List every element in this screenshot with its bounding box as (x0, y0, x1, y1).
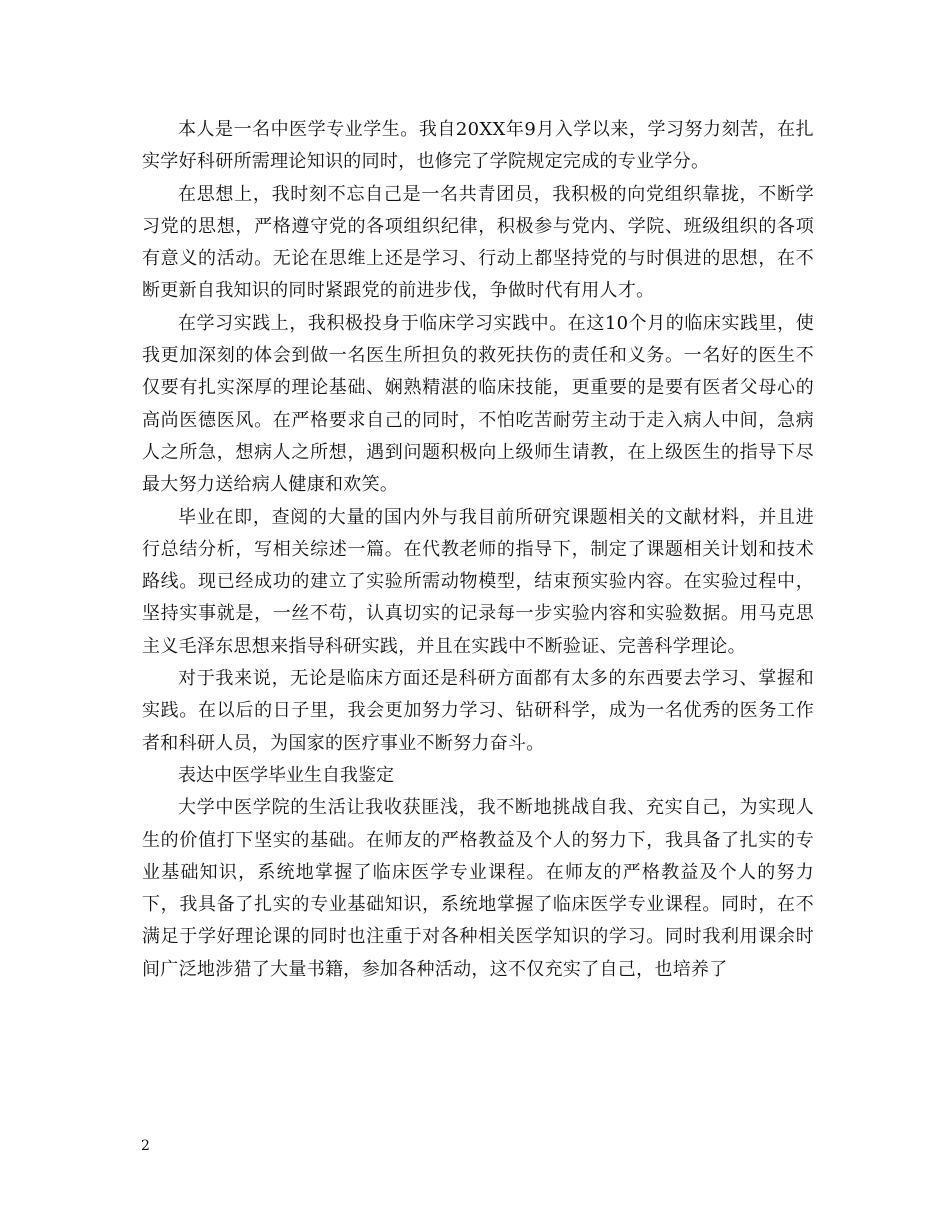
paragraph-5: 对于我来说，无论是临床方面还是科研方面都有太多的东西要去学习、掌握和实践。在以后的日子里，我会更加努力学习、钻研科学，成为一名优秀的医务工作者和科研人员，为国家的医疗事业不断努力奋斗。 (142, 668, 814, 754)
page-number: 2 (141, 1138, 150, 1154)
paragraph-3: 在学习实践上，我积极投身于临床学习实践中。在这10个月的临床实践里，使我更加深刻的体会到做一名医生所担负的救死扶伤的责任和义务。一名好的医生不仅要有扎实深厚的理论基础、娴熟精湛的临床技能，更重要的是要有医者父母心的高尚医德医风。在严格要求自己的同时，不怕吃苦耐劳主动于走入病人中间，急病人之所急，想病人之所想，遇到问题积极向上级师生请教，在上级医生的指导下尽最大努力送给病人健康和欢笑。 (142, 312, 814, 496)
section-title: 表达中医学毕业生自我鉴定 (178, 764, 394, 786)
document-body (142, 114, 814, 986)
paragraph-2: 在思想上，我时刻不忘自己是一名共青团员，我积极的向党组织靠拢，不断学习党的思想，严格遵守党的各项组织纪律，积极参与党内、学院、班级组织的各项有意义的活动。无论在思维上还是学习、行动上都坚持党的与时俱进的思想，在不断更新自我知识的同时紧跟党的前进步伐，争做时代有用人才。 (142, 183, 814, 302)
paragraph-4: 毕业在即，查阅的大量的国内外与我目前所研究课题相关的文献材料，并且进行总结分析，写相关综述一篇。在代教老师的指导下，制定了课题相关计划和技术路线。现已经成功的建立了实验所需动物模型，结束预实验内容。在实验过程中，坚持实事就是，一丝不苟，认真切实的记录每一步实验内容和实验数据。用马克思主义毛泽东思想来指导科研实践，并且在实践中不断验证、完善科学理论。 (142, 506, 814, 657)
paragraph-6: 大学中医学院的生活让我收获匪浅，我不断地挑战自我、充实自己，为实现人生的价值打下坚实的基础。在师友的严格教益及个人的努力下，我具备了扎实的专业基础知识，系统地掌握了临床医学专业课程。在师友的严格教益及个人的努力下，我具备了扎实的专业基础知识，系统地掌握了临床医学专业课程。同时，在不满足于学好理论课的同时也注重于对各种相关医学知识的学习。同时我利用课余时间广泛地涉猎了大量书籍，参加各种活动，这不仅充实了自己，也培养了 (142, 797, 814, 980)
paragraph-1: 本人是一名中医学专业学生。我自20XX年9月入学以来，学习努力刻苦，在扎实学好科研所需理论知识的同时，也修完了学院规定完成的专业学分。 (142, 119, 814, 173)
